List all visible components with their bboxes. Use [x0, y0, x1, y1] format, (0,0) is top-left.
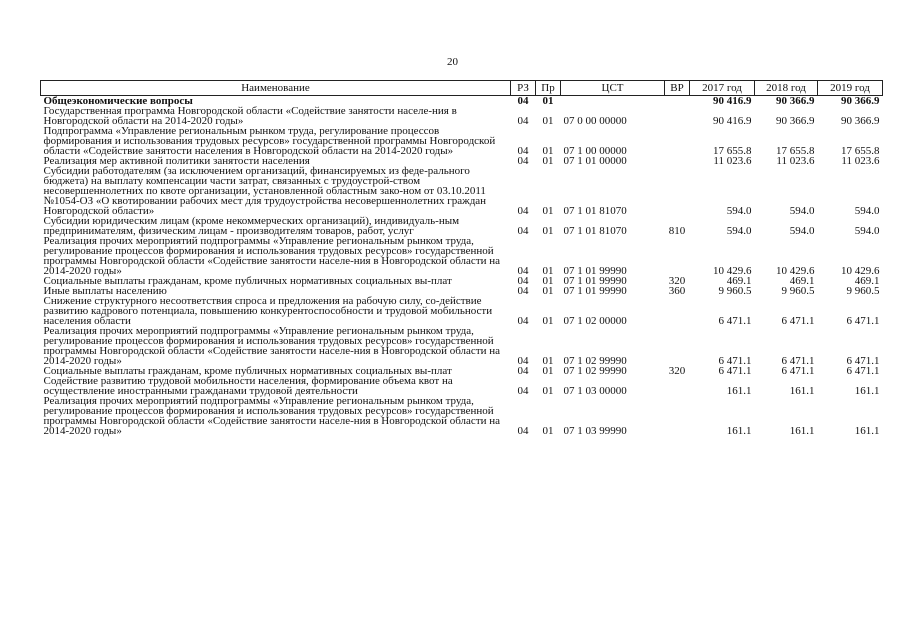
row-2017: 161.1: [726, 425, 752, 437]
row-2018: 17 655.8: [776, 145, 815, 157]
row-vr: [665, 236, 690, 276]
row-2019: 594.0: [854, 225, 880, 237]
table-row: [41, 396, 883, 436]
row-vr: [665, 106, 690, 126]
row-rz: 04: [517, 155, 529, 167]
row-2019: 11 023.6: [841, 155, 880, 167]
row-name: Иные выплаты населению: [43, 285, 167, 297]
row-cst: 07 1 02 99990: [563, 365, 627, 377]
row-2019: 6 471.1: [846, 365, 880, 377]
row-pr: 01: [542, 315, 554, 327]
table-row: [41, 376, 883, 396]
table-row: [41, 216, 883, 236]
row-2018: 11 023.6: [776, 155, 815, 167]
row-name: Социальные выплаты гражданам, кроме публичных нормативных социальных вы-плат: [43, 365, 452, 377]
header-pr: Пр: [536, 81, 561, 96]
row-2018: 594.0: [789, 205, 815, 217]
table-row: [41, 296, 883, 326]
row-vr: [665, 166, 690, 216]
header-rz: РЗ: [511, 81, 536, 96]
row-cst: 07 1 01 99990: [563, 285, 627, 297]
row-name: Реализация прочих мероприятий подпрограммы «Управление региональным рынком труда, регулирование процессов формирования и использования трудовых ресурсов» государственной программы Новгородской области «Содействие занятости населе-ния в Новгородской области на 2014-2020 годы»: [43, 325, 501, 367]
row-name: Субсидии работодателям (за исключением организаций, финансируемых из феде-рального бюджета) на выплату компенсации части затрат, связанных с трудоустрой-ством несовершеннолетних по квоте организации, установленной областным зако-ном от 03.10.2011 №1054-ОЗ «О квотировании рабочих мест для трудоустройства несовершеннолетних граждан Новгородской области»: [43, 165, 487, 217]
row-pr: 01: [542, 225, 554, 237]
row-pr: 01: [542, 205, 554, 217]
row-2019: 161.1: [854, 385, 880, 397]
header-cst: ЦСТ: [561, 81, 665, 96]
row-rz: 04: [517, 285, 529, 297]
row-pr: 01: [542, 115, 554, 127]
table-row: [41, 126, 883, 156]
row-cst: 07 1 01 81070: [563, 205, 627, 217]
table-row: [41, 106, 883, 126]
row-2019: 90 366.9: [841, 95, 880, 107]
row-vr: 810: [668, 225, 686, 237]
header-vr: ВР: [665, 81, 690, 96]
row-2018: 9 960.5: [781, 285, 815, 297]
row-2019: 594.0: [854, 205, 880, 217]
row-2017: 6 471.1: [718, 315, 752, 327]
row-rz: 04: [517, 275, 529, 287]
row-name: Социальные выплаты гражданам, кроме публичных нормативных социальных вы-плат: [43, 275, 452, 287]
row-name: Общеэкономические вопросы: [43, 95, 193, 107]
row-name: Субсидии юридическим лицам (кроме некоммерческих организаций), индивидуаль-ным предпринимателям, физическим лицам - производителям товаров, работ, услуг: [43, 215, 460, 237]
row-2017: 17 655.8: [713, 145, 752, 157]
row-2019: 17 655.8: [841, 145, 880, 157]
row-2019: 9 960.5: [846, 285, 880, 297]
row-vr: [665, 156, 690, 166]
row-name: Реализация прочих мероприятий подпрограммы «Управление региональным рынком труда, регулирование процессов формирования и использования трудовых ресурсов» государственной программы Новгородской области «Содействие занятости населе-ния в Новгородской области на 2014-2020 годы»: [43, 235, 501, 277]
row-2017: 11 023.6: [713, 155, 752, 167]
row-pr: 01: [542, 265, 554, 277]
row-2017: 594.0: [726, 205, 752, 217]
row-name: Реализация прочих мероприятий подпрограммы «Управление региональным рынком труда, регулирование процессов формирования и использования трудовых ресурсов» государственной программы Новгородской области «Содействие занятости населе-ния в Новгородской области на 2014-2020 годы»: [43, 395, 501, 437]
row-name: Подпрограмма «Управление региональным рынком труда, регулирование процессов формирования и использования трудовых ресурсов» государственной программы Новгородской области «Содействие занятости населения в Новгородской области на 2014-2020 годы»: [43, 125, 496, 157]
row-pr: 01: [542, 425, 554, 437]
row-cst: 07 1 01 99990: [563, 275, 627, 287]
row-2017: 10 429.6: [713, 265, 752, 277]
row-rz: 04: [517, 225, 529, 237]
table-row: [41, 236, 883, 276]
row-name: Реализация мер активной политики занятости населения: [43, 155, 310, 167]
row-vr: 360: [668, 285, 686, 297]
header-2017: 2017 год: [690, 81, 755, 96]
row-rz: 04: [517, 205, 529, 217]
row-pr: 01: [542, 385, 554, 397]
row-pr: 01: [542, 145, 554, 157]
row-vr: [665, 396, 690, 436]
row-pr: 01: [542, 155, 554, 167]
row-2017: 90 416.9: [713, 115, 752, 127]
row-vr: [665, 96, 690, 107]
row-2019: 10 429.6: [841, 265, 880, 277]
row-2019: 6 471.1: [846, 355, 880, 367]
row-2017: 469.1: [726, 275, 752, 287]
row-name: Государственная программа Новгородской области «Содействие занятости населе-ния в Новгородской области на 2014-2020 годы»: [43, 105, 457, 127]
row-2018: 6 471.1: [781, 355, 815, 367]
row-name: Снижение структурного несоответствия спроса и предложения на рабочую силу, со-действие развитию кадрового потенциала, повышению конкурентоспособности и трудовой мобильности населения области: [43, 295, 493, 327]
row-rz: 04: [517, 95, 529, 107]
row-2019: 469.1: [854, 275, 880, 287]
row-pr: 01: [542, 275, 554, 287]
row-2017: 6 471.1: [718, 365, 752, 377]
page-number: 20: [447, 56, 458, 68]
row-pr: 01: [542, 355, 554, 367]
row-vr: [665, 296, 690, 326]
row-rz: 04: [517, 315, 529, 327]
row-cst: 07 1 03 00000: [563, 385, 627, 397]
row-vr: 320: [668, 275, 686, 287]
table-row: [41, 326, 883, 366]
row-cst: 07 1 01 00000: [563, 155, 627, 167]
row-rz: 04: [517, 115, 529, 127]
row-2018: 90 366.9: [776, 95, 815, 107]
row-2018: 161.1: [789, 385, 815, 397]
row-vr: [665, 376, 690, 396]
header-name: Наименование: [41, 81, 511, 96]
row-2017: 161.1: [726, 385, 752, 397]
row-2018: 161.1: [789, 425, 815, 437]
row-vr: 320: [668, 365, 686, 377]
row-rz: 04: [517, 145, 529, 157]
row-2019: 6 471.1: [846, 315, 880, 327]
row-pr: 01: [542, 285, 554, 297]
row-cst: 07 1 01 81070: [563, 225, 627, 237]
row-name: Содействие развитию трудовой мобильности населения, формирование объема квот на осуществление иностранными гражданами трудовой деятельности: [43, 375, 453, 397]
table-row: [41, 166, 883, 216]
row-2018: 469.1: [789, 275, 815, 287]
row-cst: 07 1 01 99990: [563, 265, 627, 277]
row-2018: 10 429.6: [776, 265, 815, 277]
row-cst: 07 1 03 99990: [563, 425, 627, 437]
budget-table: [40, 80, 883, 436]
table-header-row: [41, 81, 883, 96]
row-pr: 01: [542, 365, 554, 377]
row-2017: 594.0: [726, 225, 752, 237]
row-cst: 07 1 02 99990: [563, 355, 627, 367]
row-rz: 04: [517, 265, 529, 277]
header-2019: 2019 год: [818, 81, 883, 96]
row-rz: 04: [517, 385, 529, 397]
row-2019: 161.1: [854, 425, 880, 437]
header-2018: 2018 год: [755, 81, 818, 96]
row-cst: 07 1 02 00000: [563, 315, 627, 327]
row-vr: [665, 126, 690, 156]
row-rz: 04: [517, 425, 529, 437]
row-2019: 90 366.9: [841, 115, 880, 127]
row-pr: 01: [542, 95, 554, 107]
row-2018: 6 471.1: [781, 315, 815, 327]
row-rz: 04: [517, 365, 529, 377]
row-vr: [665, 326, 690, 366]
row-cst: [561, 96, 665, 107]
row-2018: 6 471.1: [781, 365, 815, 377]
row-cst: 07 1 00 00000: [563, 145, 627, 157]
row-2017: 9 960.5: [718, 285, 752, 297]
row-rz: 04: [517, 355, 529, 367]
row-2017: 6 471.1: [718, 355, 752, 367]
row-2018: 90 366.9: [776, 115, 815, 127]
row-cst: 07 0 00 00000: [563, 115, 627, 127]
row-2017: 90 416.9: [713, 95, 752, 107]
row-2018: 594.0: [789, 225, 815, 237]
